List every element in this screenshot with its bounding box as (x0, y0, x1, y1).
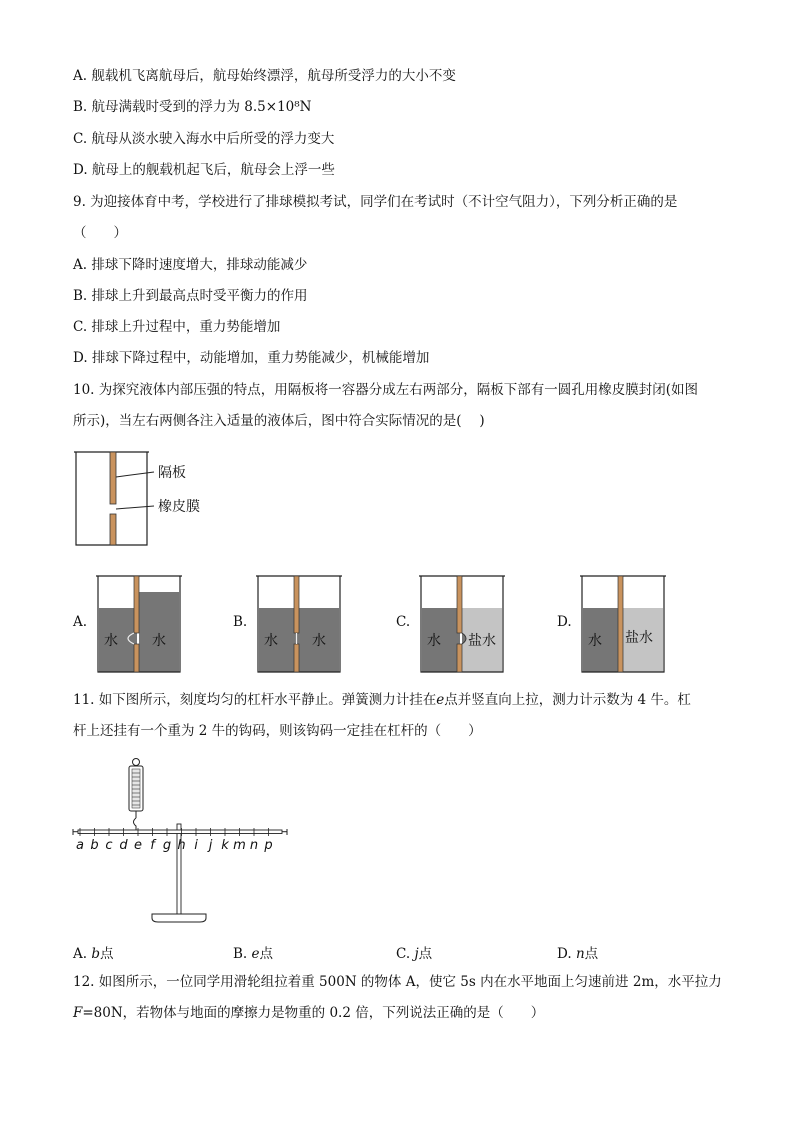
q10-option-a-diagram (94, 572, 184, 676)
q8-option-b: B. 航母满载时受到的浮力为 8.5×10⁸N (73, 99, 312, 115)
q10-b-left-label: 水 (264, 633, 278, 649)
q9-bracket: （ ） (73, 225, 127, 241)
q10-stem-2: 所示)，当左右两侧各注入适量的液体后，图中符合实际情况的是( ) (73, 413, 485, 429)
lever-tick-label-j: j (208, 838, 213, 853)
lever-tick-label-k: k (221, 838, 229, 853)
label-partition: 隔板 (158, 465, 186, 481)
q9-option-a: A. 排球下降时速度增大，排球动能减少 (73, 257, 308, 273)
lever-tick-label-c: c (105, 838, 113, 853)
q8-option-c: C. 航母从淡水驶入海水中后所受的浮力变大 (73, 131, 335, 147)
lever-tick-label-b: b (90, 838, 99, 853)
q10-c-right-label: 盐水 (468, 633, 496, 649)
q9-option-b: B. 排球上升到最高点时受平衡力的作用 (73, 288, 308, 304)
q12-stem-2: F=80N，若物体与地面的摩擦力是物重的 0.2 倍，下列说法正确的是（ ） (73, 1005, 545, 1021)
q10-a-left-label: 水 (104, 633, 118, 649)
q11-stem-2: 杆上还挂有一个重为 2 牛的钩码，则该钩码一定挂在杠杆的（ ） (73, 723, 482, 739)
lever-tick-label-p: p (264, 838, 273, 853)
q11-option-a: A. b点 (73, 946, 114, 962)
lever-tick-label-g: g (162, 838, 172, 853)
lever-tick-label-d: d (119, 838, 128, 853)
q10-option-d-diagram (578, 572, 668, 676)
q10-option-c-letter: C. (396, 614, 411, 630)
q10-option-d-letter: D. (557, 614, 572, 630)
q9-stem: 9. 为迎接体育中考，学校进行了排球模拟考试，同学们在考试时（不计空气阻力），下列分析正确的是 (73, 194, 678, 210)
lever-tick-label-f: f (150, 838, 155, 853)
q10-d-right-label: 盐水 (625, 630, 653, 646)
q10-option-b-letter: B. (233, 614, 248, 630)
q10-a-right-label: 水 (152, 633, 166, 649)
q11-option-c: C. j点 (396, 946, 433, 962)
q8-option-a: A. 舰载机飞离航母后，航母始终漂浮，航母所受浮力的大小不变 (73, 68, 456, 84)
q11-lever-diagram (70, 756, 290, 926)
lever-tick-label-a: a (76, 838, 84, 853)
lever-tick-label-n: n (249, 838, 259, 853)
q11-option-d: D. n点 (557, 946, 599, 962)
q10-option-c-diagram (417, 572, 507, 676)
q10-c-left-label: 水 (427, 633, 441, 649)
lever-tick-label-h: h (177, 838, 186, 853)
label-membrane: 橡皮膜 (158, 499, 200, 515)
q10-b-right-label: 水 (312, 633, 326, 649)
lever-tick-label-m: m (233, 838, 246, 853)
q10-option-b-diagram (254, 572, 344, 676)
q10-d-left-label: 水 (588, 633, 602, 649)
q11-option-b: B. e点 (233, 946, 274, 962)
q10-option-a-letter: A. (73, 614, 88, 630)
q8-option-d: D. 航母上的舰载机起飞后，航母会上浮一些 (73, 162, 335, 178)
q11-stem-1: 11. 如下图所示，刻度均匀的杠杆水平静止。弹簧测力计挂在e点并竖直向上拉，测力计示数为 4 牛。杠 (73, 692, 691, 708)
q10-stem-1: 10. 为探究液体内部压强的特点，用隔板将一容器分成左右两部分，隔板下部有一圆孔用橡皮膜封闭(如图 (73, 382, 699, 398)
lever-tick-label-e: e (134, 838, 142, 853)
q10-reference-diagram (70, 446, 240, 550)
q12-stem-1: 12. 如图所示，一位同学用滑轮组拉着重 500N 的物体 A，使它 5s 内在水平地面上匀速前进 2m，水平拉力 (73, 974, 722, 990)
lever-tick-label-i: i (194, 838, 198, 853)
q9-option-d: D. 排球下降过程中，动能增加，重力势能减少，机械能增加 (73, 350, 430, 366)
spring-scale (129, 759, 143, 833)
q9-option-c: C. 排球上升过程中，重力势能增加 (73, 319, 281, 335)
